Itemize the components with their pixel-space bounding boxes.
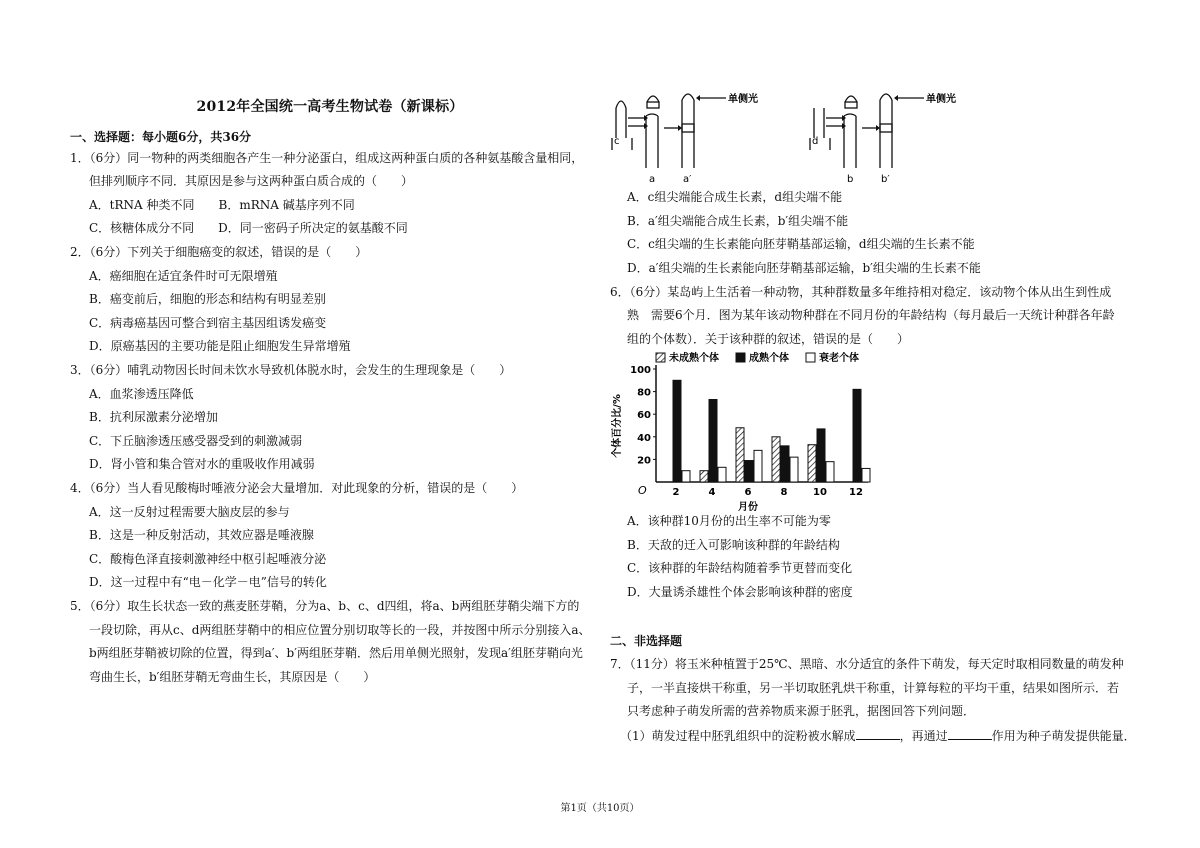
q7-line2: 子，一半直接烘干称重，另一半切取胚乳烘干称重，计算每粒的平均干重，结果如图所示．若 [627,681,1120,695]
q7-sub1-part1: （1）萌发过程中胚乳组织中的淀粉被水解成 [620,729,856,743]
y-tick-label-60: 60 [637,410,651,422]
q4-option-c: C．酸梅色泽直接刺激神经中枢引起唾液分泌 [89,552,327,566]
x-tick-label-8: 8 [780,487,788,498]
label-a-prime: a′ [683,174,692,185]
legend-label-0: 未成熟个体 [669,353,719,364]
q7-line1: 7．（11分）将玉米种植置于25℃、黑暗、水分适宜的条件下萌发，每天定时取相同数量的萌发种 [610,657,1124,671]
bar-4-2 [718,467,726,482]
x-tick-label-2: 2 [672,487,680,498]
q4-option-a: A．这一反射过程需要大脑皮层的参与 [89,505,290,519]
q6-option-a: A．该种群10月份的出生率不可能为零 [627,514,831,528]
light-label-1: 单侧光 [728,94,758,105]
bar-4-0 [700,471,708,482]
bar-12-2 [862,468,870,482]
x-axis-label: 月份 [738,502,758,512]
label-b-prime: b′ [881,174,890,185]
legend-swatch-0 [656,353,665,362]
age-structure-chart [606,348,876,512]
q3-option-a: A．血浆渗透压降低 [89,387,194,401]
bar-8-0 [772,437,780,482]
legend-label-2: 衰老个体 [819,353,859,364]
q4-stem: 4．（6分）当人看见酸梅时唾液分泌会大量增加．对此现象的分析，错误的是（ ） [70,481,524,495]
x-tick-label-6: 6 [744,487,752,498]
label-d: d [812,136,819,147]
legend-swatch-2 [806,353,815,362]
q5-line1: 5．（6分）取生长状态一致的燕麦胚芽鞘，分为a、b、c、d四组，将a、b两组胚芽鞘尖端下方的 [70,599,580,613]
bar-8-2 [790,457,798,482]
q3-stem: 3．（6分）哺乳动物因长时间未饮水导致机体脱水时，会发生的生理现象是（ ） [70,363,512,377]
bar-8-1 [781,446,789,482]
q3-option-d: D．肾小管和集合管对水的重吸收作用减弱 [89,457,315,471]
y-tick-label-100: 100 [630,365,651,376]
q5-option-d: D．a′组尖端的生长素能向胚芽鞘基部运输，b′组尖端的生长素不能 [627,261,981,275]
q6-option-c: C．该种群的年龄结构随着季节更替而变化 [627,561,853,575]
q5-line3: b两组胚芽鞘被切除的位置，得到a′、b′两组胚芽鞘．然后用单侧光照射，发现a′组胚芽鞘向光 [89,646,583,660]
q7-sub1-part3: 作用为种子萌发提供能量． [991,729,1136,743]
bar-10-0 [808,445,816,482]
q2-option-d: D．原癌基因的主要功能是阻止细胞发生异常增殖 [89,339,351,353]
answer-blank-2[interactable] [948,727,992,740]
origin-label: O [638,484,647,497]
y-tick-label-20: 20 [637,455,651,467]
q1-line1: 1．（6分）同一物种的两类细胞各产生一种分泌蛋白，组成这两种蛋白质的各种氨基酸含量相同， [70,151,584,165]
bar-2-1 [673,380,681,482]
x-tick-label-10: 10 [813,487,827,498]
q2-option-a: A．癌细胞在适宜条件时可无限增殖 [89,269,278,283]
q3-option-b: B．抗利尿激素分泌增加 [89,410,218,424]
x-tick-label-12: 12 [849,487,863,498]
q6-option-d: D．大量诱杀雄性个体会影响该种群的密度 [627,585,853,599]
legend-label-1: 成熟个体 [749,353,789,364]
q3-option-c: C．下丘脑渗透压感受器受到的刺激减弱 [89,434,303,448]
bar-2-2 [682,471,690,482]
q6-line2: 熟 需要6个月．图为某年该动物种群在不同月份的年龄结构（每月最后一天统计种群各年龄 [627,308,1115,322]
legend-swatch-1 [736,353,745,362]
bar-6-2 [754,450,762,482]
bar-4-1 [709,400,717,482]
bar-6-1 [745,461,753,482]
q7-line3: 只考虑种子萌发所需的营养物质来源于胚乳，据图回答下列问题． [627,704,976,718]
paper-title: 2012年全国统一高考生物试卷（新课标） [196,99,464,115]
q2-option-c: C．病毒癌基因可整合到宿主基因组诱发癌变 [89,316,327,330]
answer-blank-1[interactable] [856,727,900,740]
q1-options-ab: A．tRNA 种类不同 B．mRNA 碱基序列不同 [89,198,355,212]
q5-line2: 一段切除，再从c、d两组胚芽鞘中的相应位置分别切取等长的一段，并按图中所示分别接入a、 [89,623,591,637]
q4-option-d: D．这一过程中有“电－化学－电”信号的转化 [89,575,327,589]
bar-6-0 [736,428,744,482]
q5-line4: 弯曲生长，b′组胚芽鞘无弯曲生长，其原因是（ ） [89,670,376,684]
section-heading-choice: 一、选择题：每小题6分，共36分 [70,130,252,144]
q6-line1: 6．（6分）某岛屿上生活着一种动物，其种群数量多年维持相对稳定．该动物个体从出生到性成 [610,285,1112,299]
q6-option-b: B．天敌的迁入可影响该种群的年龄结构 [627,538,840,552]
y-tick-label-40: 40 [637,432,651,444]
label-a: a [649,174,656,185]
light-label-2: 单侧光 [926,94,956,105]
q7-sub1-part2: ，再通过 [899,729,948,743]
q5-option-c: C．c组尖端的生长素能向胚芽鞘基部运输，d组尖端的生长素不能 [627,237,975,251]
q1-options-cd: C．核糖体成分不同 D．同一密码子所决定的氨基酸不同 [89,221,408,235]
label-c: c [614,136,620,147]
q6-line3: 组的个体数）．关于该种群的叙述，错误的是（ ） [627,332,910,346]
q2-option-b: B．癌变前后，细胞的形态和结构有明显差别 [89,292,326,306]
q2-stem: 2．（6分）下列关于细胞癌变的叙述，错误的是（ ） [70,245,368,259]
section-heading-nonchoice: 二、非选择题 [610,634,683,648]
q7-subquestion-1 [620,727,1136,744]
y-axis-label: 个体百分比/% [612,394,623,458]
label-b: b [847,174,854,185]
q1-line2: 但排列顺序不同．其原因是参与这两种蛋白质合成的（ ） [89,174,414,188]
bar-10-1 [817,429,825,482]
bar-12-1 [853,389,861,482]
y-tick-label-80: 80 [637,387,651,399]
x-tick-label-4: 4 [708,487,716,498]
q5-option-a: A．c组尖端能合成生长素，d组尖端不能 [627,190,843,204]
q5-option-b: B．a′组尖端能合成生长素，b′组尖端不能 [627,214,849,228]
coleoptile-figure [608,88,968,188]
bar-10-2 [826,462,834,482]
q4-option-b: B．这是一种反射活动，其效应器是唾液腺 [89,528,314,542]
page-footer: 第1页（共10页） [560,803,640,814]
